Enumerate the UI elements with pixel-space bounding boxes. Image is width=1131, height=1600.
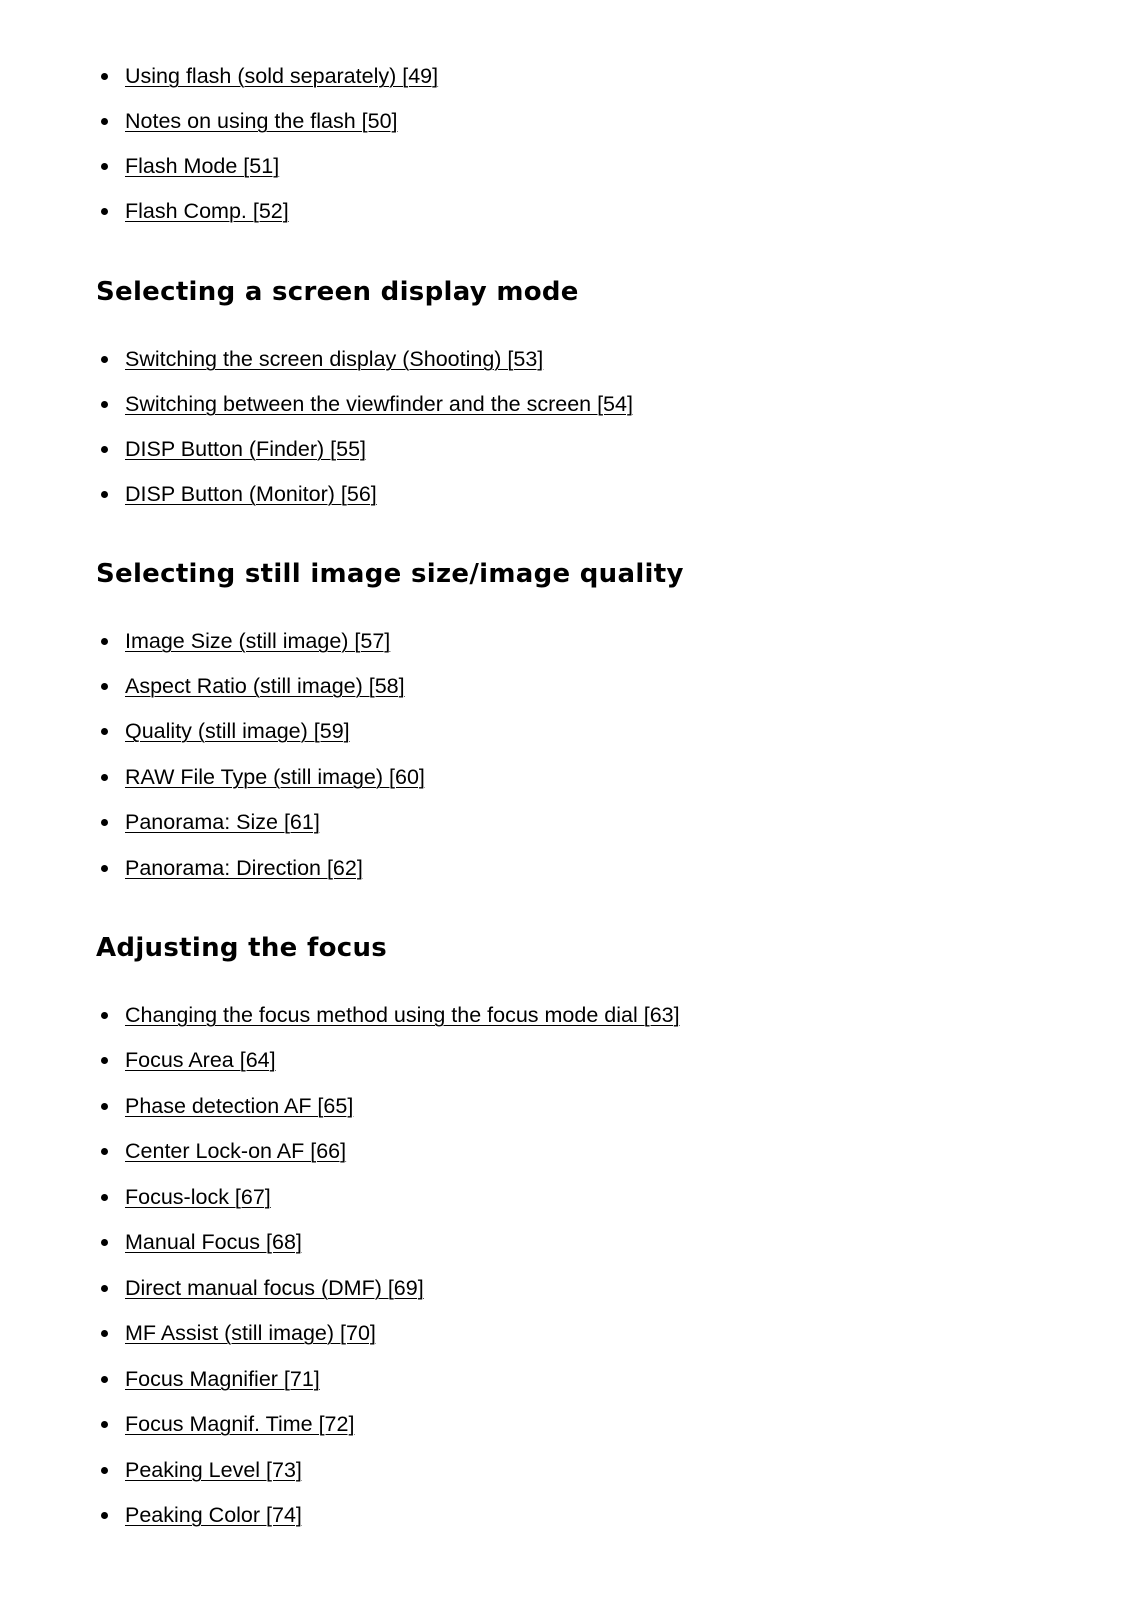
toc-link[interactable]: Direct manual focus (DMF) [69] <box>125 1276 424 1300</box>
toc-link[interactable]: Aspect Ratio (still image) [58] <box>125 674 405 698</box>
toc-link[interactable]: Center Lock-on AF [66] <box>125 1139 347 1163</box>
toc-link[interactable]: Panorama: Direction [62] <box>125 856 363 880</box>
bullet-icon <box>101 1512 108 1519</box>
toc-link[interactable]: Flash Mode [51] <box>125 154 280 178</box>
toc-link[interactable]: Using flash (sold separately) [49] <box>125 64 439 88</box>
bullet-icon <box>101 865 108 872</box>
toc-link[interactable]: Flash Comp. [52] <box>125 199 289 223</box>
bullet-icon <box>101 1467 108 1474</box>
bullet-icon <box>101 1148 108 1155</box>
toc-link[interactable]: Focus Magnifier [71] <box>125 1367 320 1391</box>
toc-link[interactable]: Phase detection AF [65] <box>125 1094 354 1118</box>
toc-link[interactable]: Image Size (still image) [57] <box>125 629 391 653</box>
bullet-icon <box>101 1103 108 1110</box>
bullet-icon <box>101 73 108 80</box>
section-heading-image-size: Selecting still image size/image quality <box>96 559 684 589</box>
bullet-icon <box>101 774 108 781</box>
toc-link[interactable]: RAW File Type (still image) [60] <box>125 765 425 789</box>
toc-link[interactable]: Switching between the viewfinder and the screen [54] <box>125 392 633 416</box>
toc-link[interactable]: Focus Area [64] <box>125 1048 276 1072</box>
bullet-icon <box>101 1012 108 1019</box>
bullet-icon <box>101 638 108 645</box>
toc-link[interactable]: Notes on using the flash [50] <box>125 109 398 133</box>
toc-link[interactable]: Manual Focus [68] <box>125 1230 302 1254</box>
bullet-icon <box>101 1239 108 1246</box>
bullet-icon <box>101 356 108 363</box>
toc-link[interactable]: Peaking Level [73] <box>125 1458 302 1482</box>
bullet-icon <box>101 1421 108 1428</box>
toc-link[interactable]: Focus Magnif. Time [72] <box>125 1412 355 1436</box>
toc-link[interactable]: DISP Button (Finder) [55] <box>125 437 366 461</box>
bullet-icon <box>101 1376 108 1383</box>
toc-link[interactable]: MF Assist (still image) [70] <box>125 1321 376 1345</box>
toc-link[interactable]: DISP Button (Monitor) [56] <box>125 482 377 506</box>
bullet-icon <box>101 118 108 125</box>
toc-link[interactable]: Panorama: Size [61] <box>125 810 320 834</box>
bullet-icon <box>101 208 108 215</box>
toc-link[interactable]: Quality (still image) [59] <box>125 719 350 743</box>
bullet-icon <box>101 491 108 498</box>
bullet-icon <box>101 1330 108 1337</box>
toc-link[interactable]: Focus-lock [67] <box>125 1185 271 1209</box>
bullet-icon <box>101 683 108 690</box>
bullet-icon <box>101 819 108 826</box>
section-heading-focus: Adjusting the focus <box>96 933 388 963</box>
bullet-icon <box>101 163 108 170</box>
bullet-icon <box>101 1057 108 1064</box>
bullet-icon <box>101 446 108 453</box>
bullet-icon <box>101 728 108 735</box>
toc-link[interactable]: Switching the screen display (Shooting) [53] <box>125 347 544 371</box>
bullet-icon <box>101 401 108 408</box>
toc-link[interactable]: Changing the focus method using the focus mode dial [63] <box>125 1003 680 1027</box>
toc-link[interactable]: Peaking Color [74] <box>125 1503 302 1527</box>
bullet-icon <box>101 1194 108 1201</box>
section-heading-screen-display: Selecting a screen display mode <box>96 277 579 307</box>
bullet-icon <box>101 1285 108 1292</box>
